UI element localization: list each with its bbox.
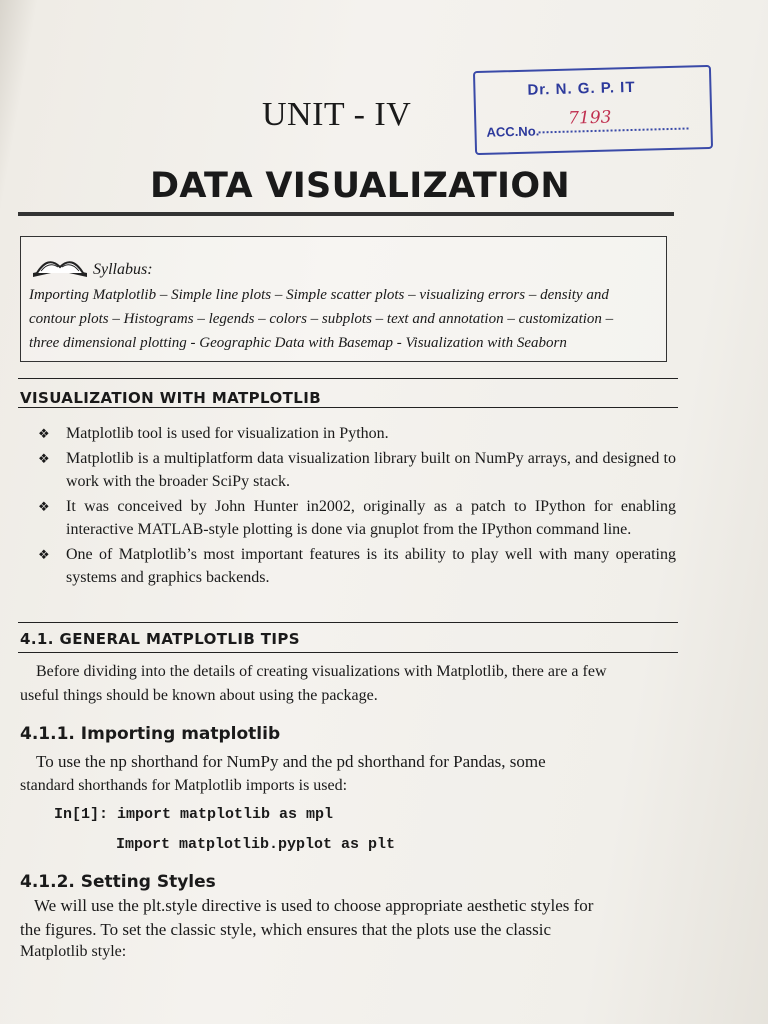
syllabus-line: three dimensional plotting - Geographic Data with Basemap - Visualization with Seaborn [29, 335, 567, 351]
syllabus-box [20, 236, 667, 362]
section-rule [18, 652, 678, 653]
diamond-bullet-icon: ❖ [38, 426, 50, 441]
diamond-bullet-icon: ❖ [38, 451, 50, 466]
open-book-icon [31, 251, 89, 281]
stamp-acc-label: ACC.No. [486, 123, 540, 140]
diamond-bullet-icon: ❖ [38, 499, 50, 514]
list-item: ❖ Matplotlib tool is used for visualization in Python. [36, 422, 676, 445]
section-rule [18, 378, 678, 379]
code-line: Import matplotlib.pyplot as plt [116, 836, 396, 853]
syllabus-line: Importing Matplotlib – Simple line plots – Simple scatter plots – visualizing errors – density and [29, 287, 609, 303]
subsection-heading: 4.1.2. Setting Styles [20, 872, 216, 892]
syllabus-text [29, 283, 669, 355]
list-item: ❖ It was conceived by John Hunter in2002, originally as a patch to IPython for enabling interactive MATLAB-style plotting is done via gnuplot from the IPython command line. [36, 495, 676, 541]
paragraph-line: To use the np shorthand for NumPy and the pd shorthand for Pandas, some [36, 752, 546, 771]
stamp-institution: Dr. N. G. P. IT [527, 78, 636, 99]
stamp-dotted-line [539, 128, 689, 134]
paragraph-line: We will use the plt.style directive is used to choose appropriate aesthetic styles for [34, 896, 594, 915]
list-item: ❖ One of Matplotlib’s most important features is its ability to play well with many operating systems and graphics backends. [36, 543, 676, 589]
unit-heading: UNIT - IV [262, 96, 412, 133]
paragraph-line: Matplotlib style: [20, 943, 127, 960]
paragraph-line: the figures. To set the classic style, which ensures that the plots use the classic [20, 920, 552, 939]
syllabus-label: Syllabus: [93, 261, 153, 278]
section-rule [18, 407, 678, 408]
diamond-bullet-icon: ❖ [38, 547, 50, 562]
chapter-title: DATA VISUALIZATION [150, 166, 571, 206]
paragraph-line: Before dividing into the details of creating visualizations with Matplotlib, there are a few [36, 663, 607, 680]
library-stamp [473, 65, 713, 155]
code-line: In[1]: import matplotlib as mpl [54, 806, 334, 823]
section-rule [18, 622, 678, 623]
stamp-acc-number: 7193 [567, 107, 612, 129]
paragraph-line: standard shorthands for Matplotlib imports is used: [20, 777, 348, 794]
paragraph-line: useful things should be known about using the package. [20, 687, 378, 704]
syllabus-line: contour plots – Histograms – legends – colors – subplots – text and annotation – customization – [29, 311, 614, 327]
section-heading: 4.1. GENERAL MATPLOTLIB TIPS [20, 630, 300, 648]
bullet-list [36, 422, 676, 591]
list-item: ❖ Matplotlib is a multiplatform data visualization library built on NumPy arrays, and designed to work with the broader SciPy stack. [36, 447, 676, 493]
section-heading: VISUALIZATION WITH MATPLOTLIB [20, 389, 322, 407]
title-underline [18, 212, 674, 216]
subsection-heading: 4.1.1. Importing matplotlib [20, 724, 281, 744]
